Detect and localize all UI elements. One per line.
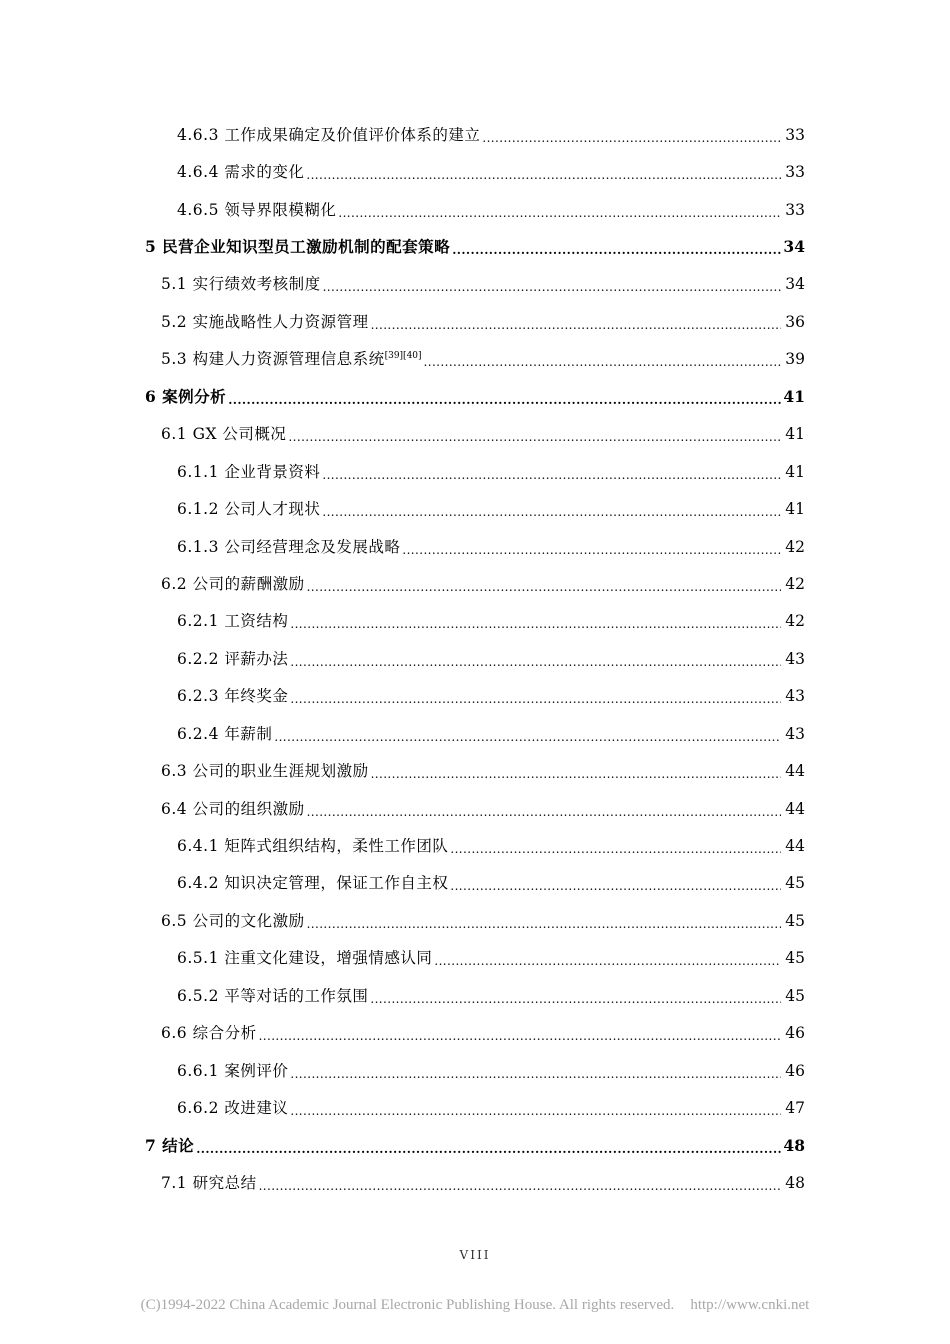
toc-entry-page: 44 <box>785 837 805 856</box>
toc-entry[interactable] <box>0 378 950 415</box>
toc-dot-leader <box>322 465 781 485</box>
toc-entry-page: 44 <box>785 799 805 818</box>
toc-entry-title-text: 5.2 实施战略性人力资源管理 <box>161 312 369 331</box>
toc-entry-page: 44 <box>785 762 805 781</box>
toc-dot-leader <box>402 540 781 560</box>
toc-entry-title <box>177 836 448 856</box>
toc-entry-title <box>177 724 272 744</box>
toc-dot-leader <box>290 652 781 672</box>
toc-dot-leader <box>259 1026 781 1046</box>
toc-entry-title <box>177 499 320 519</box>
toc-dot-leader <box>322 502 781 522</box>
website-link[interactable]: http://www.cnki.net <box>690 1297 810 1313</box>
toc-entry-page: 45 <box>785 986 805 1005</box>
toc-entry-title-text: 6.4.2 知识决定管理，保证工作自主权 <box>177 874 449 893</box>
copyright-text: (C)1994-2022 China Academic Journal Electronic Publishing House. All rights reserved. <box>140 1297 675 1313</box>
toc-entry-page: 43 <box>785 687 805 706</box>
toc-entry-title <box>177 125 480 145</box>
toc-entry-title-text: 4.6.5 领导界限模糊化 <box>177 200 337 219</box>
toc-entry-title <box>177 686 288 706</box>
toc-dot-leader <box>370 989 781 1009</box>
toc-entry-title <box>177 649 288 669</box>
toc-entry-title <box>161 312 369 332</box>
toc-entry[interactable] <box>0 902 950 939</box>
toc-entry-page: 36 <box>785 312 805 331</box>
toc-entry-page: 42 <box>785 537 805 556</box>
toc-dot-leader <box>290 1064 781 1084</box>
toc-entry-page: 45 <box>785 874 805 893</box>
toc-entry-title <box>161 424 286 444</box>
toc-dot-leader <box>323 277 781 297</box>
toc-entry-page: 33 <box>785 125 805 144</box>
toc-entry-title <box>145 387 226 407</box>
toc-entry-title-text: 6.2 公司的薪酬激励 <box>161 574 305 593</box>
toc-entry-title <box>177 873 448 893</box>
toc-entry-page: 48 <box>785 1173 805 1192</box>
toc-entry[interactable] <box>0 678 950 715</box>
toc-entry-title <box>177 986 368 1006</box>
toc-entry-page: 41 <box>785 500 805 519</box>
toc-entry-page: 43 <box>785 649 805 668</box>
toc-entry-title <box>177 462 320 482</box>
toc-entry-title-text: 7 结论 <box>145 1135 195 1155</box>
toc-dot-leader <box>424 352 781 372</box>
toc-entry-title <box>161 1173 257 1193</box>
toc-entry-title-text: 6 案例分析 <box>145 386 227 406</box>
toc-entry[interactable] <box>0 116 950 153</box>
toc-entry-title-text: 6.1.2 公司人才现状 <box>177 500 321 519</box>
toc-dot-leader <box>307 914 781 934</box>
toc-entry-title-text: 7.1 研究总结 <box>161 1173 257 1192</box>
toc-entry-page: 34 <box>783 237 805 257</box>
toc-entry-title-text: 6.1.3 公司经营理念及发展战略 <box>177 537 401 556</box>
toc-entry[interactable] <box>0 1015 950 1052</box>
toc-entry-title-text: 6.2.3 年终奖金 <box>177 687 289 706</box>
toc-entry[interactable] <box>0 228 950 265</box>
toc-entry-title <box>177 537 400 557</box>
toc-entry-page: 45 <box>785 949 805 968</box>
toc-entry[interactable] <box>0 191 950 228</box>
toc-dot-leader <box>452 240 781 260</box>
toc-entry-page: 46 <box>785 1024 805 1043</box>
toc-entry-title <box>161 911 305 931</box>
toc-entry[interactable] <box>0 640 950 677</box>
toc-entry[interactable] <box>0 1052 950 1089</box>
toc-entry-title-text: 6.2.4 年薪制 <box>177 724 273 743</box>
toc-entry-title-text: 6.6 综合分析 <box>161 1024 257 1043</box>
toc-entry-page: 34 <box>785 275 805 294</box>
toc-entry[interactable] <box>0 603 950 640</box>
toc-dot-leader <box>196 1139 781 1159</box>
toc-dot-leader <box>434 951 781 971</box>
toc-entry-page: 41 <box>785 425 805 444</box>
toc-dot-leader <box>307 802 781 822</box>
toc-entry[interactable] <box>0 303 950 340</box>
toc-entry-page: 33 <box>785 163 805 182</box>
toc-entry-title <box>161 274 321 294</box>
toc-dot-leader <box>228 390 781 410</box>
toc-entry[interactable] <box>0 565 950 602</box>
toc-dot-leader <box>371 764 781 784</box>
toc-dot-leader <box>274 727 781 747</box>
toc-entry-title-text: 5.3 构建人力资源管理信息系统 <box>161 350 385 369</box>
toc-entry[interactable] <box>0 416 950 453</box>
toc-entry-title <box>161 574 305 594</box>
toc-entry-title-text: 6.2.2 评薪办法 <box>177 649 289 668</box>
toc-entry-page: 42 <box>785 574 805 593</box>
citation-superscript: [39][40] <box>384 351 422 362</box>
toc-entry-title <box>145 237 450 257</box>
toc-dot-leader <box>482 128 781 148</box>
toc-dot-leader <box>307 577 781 597</box>
toc-entry-page: 39 <box>785 350 805 369</box>
toc-dot-leader <box>288 427 781 447</box>
toc-entry-page: 48 <box>783 1135 805 1155</box>
toc-entry-title-text: 4.6.4 需求的变化 <box>177 163 305 182</box>
toc-entry[interactable] <box>0 752 950 789</box>
toc-dot-leader <box>259 1176 781 1196</box>
toc-entry-title <box>161 761 369 781</box>
toc-entry-title-text: 6.6.1 案例评价 <box>177 1061 289 1080</box>
copyright-footer <box>0 1297 950 1314</box>
toc-entry-title <box>177 1061 288 1081</box>
page-number: VIII <box>459 1248 491 1262</box>
toc-entry-title <box>177 1098 288 1118</box>
toc-entry[interactable] <box>0 341 950 378</box>
toc-entry-title <box>177 162 304 182</box>
toc-entry-page: 41 <box>783 386 805 406</box>
toc-entry-title <box>177 948 432 968</box>
toc-entry-title-text: 6.4.1 矩阵式组织结构，柔性工作团队 <box>177 837 449 856</box>
toc-entry[interactable] <box>0 1127 950 1164</box>
toc-entry[interactable] <box>0 453 950 490</box>
toc-dot-leader <box>306 165 781 185</box>
toc-entry-page: 42 <box>785 612 805 631</box>
toc-entry-title-text: 6.4 公司的组织激励 <box>161 799 305 818</box>
toc-entry[interactable] <box>0 715 950 752</box>
toc-entry-title <box>145 1136 194 1156</box>
toc-dot-leader <box>290 1101 781 1121</box>
toc-entry[interactable] <box>0 266 950 303</box>
toc-dot-leader <box>290 614 781 634</box>
toc-entry-title <box>177 200 336 220</box>
toc-entry-title <box>161 1023 257 1043</box>
table-of-contents <box>0 116 950 1202</box>
toc-entry-page: 45 <box>785 911 805 930</box>
toc-entry-title <box>161 349 422 369</box>
toc-entry-page: 43 <box>785 724 805 743</box>
toc-entry[interactable] <box>0 827 950 864</box>
toc-entry-page: 47 <box>785 1099 805 1118</box>
toc-entry-title-text: 6.3 公司的职业生涯规划激励 <box>161 762 369 781</box>
toc-dot-leader <box>338 203 781 223</box>
toc-entry-title-text: 4.6.3 工作成果确定及价值评价体系的建立 <box>177 125 481 144</box>
toc-dot-leader <box>371 315 781 335</box>
toc-entry[interactable] <box>0 865 950 902</box>
toc-entry[interactable] <box>0 490 950 527</box>
toc-entry-page: 41 <box>785 462 805 481</box>
toc-entry-title-text: 6.5 公司的文化激励 <box>161 911 305 930</box>
toc-entry[interactable] <box>0 940 950 977</box>
toc-entry-title-text: 6.1.1 企业背景资料 <box>177 462 321 481</box>
toc-entry[interactable] <box>0 528 950 565</box>
toc-entry-page: 33 <box>785 200 805 219</box>
toc-dot-leader <box>450 876 781 896</box>
toc-entry-title <box>161 799 305 819</box>
toc-entry[interactable] <box>0 1089 950 1126</box>
toc-entry-title-text: 6.1 GX 公司概况 <box>161 425 287 444</box>
toc-entry-title-text: 5.1 实行绩效考核制度 <box>161 275 321 294</box>
toc-entry-title-text: 6.5.2 平等对话的工作氛围 <box>177 986 369 1005</box>
toc-entry[interactable] <box>0 790 950 827</box>
toc-entry[interactable] <box>0 153 950 190</box>
toc-entry[interactable] <box>0 977 950 1014</box>
toc-entry-page: 46 <box>785 1061 805 1080</box>
toc-entry-title-text: 6.5.1 注重文化建设，增强情感认同 <box>177 949 433 968</box>
toc-entry-title-text: 6.2.1 工资结构 <box>177 612 289 631</box>
toc-dot-leader <box>450 839 781 859</box>
toc-entry-title-text: 5 民营企业知识型员工激励机制的配套策略 <box>145 237 451 257</box>
toc-dot-leader <box>290 689 781 709</box>
toc-entry-title-text: 6.6.2 改进建议 <box>177 1099 289 1118</box>
toc-entry[interactable] <box>0 1164 950 1201</box>
toc-entry-title <box>177 611 288 631</box>
